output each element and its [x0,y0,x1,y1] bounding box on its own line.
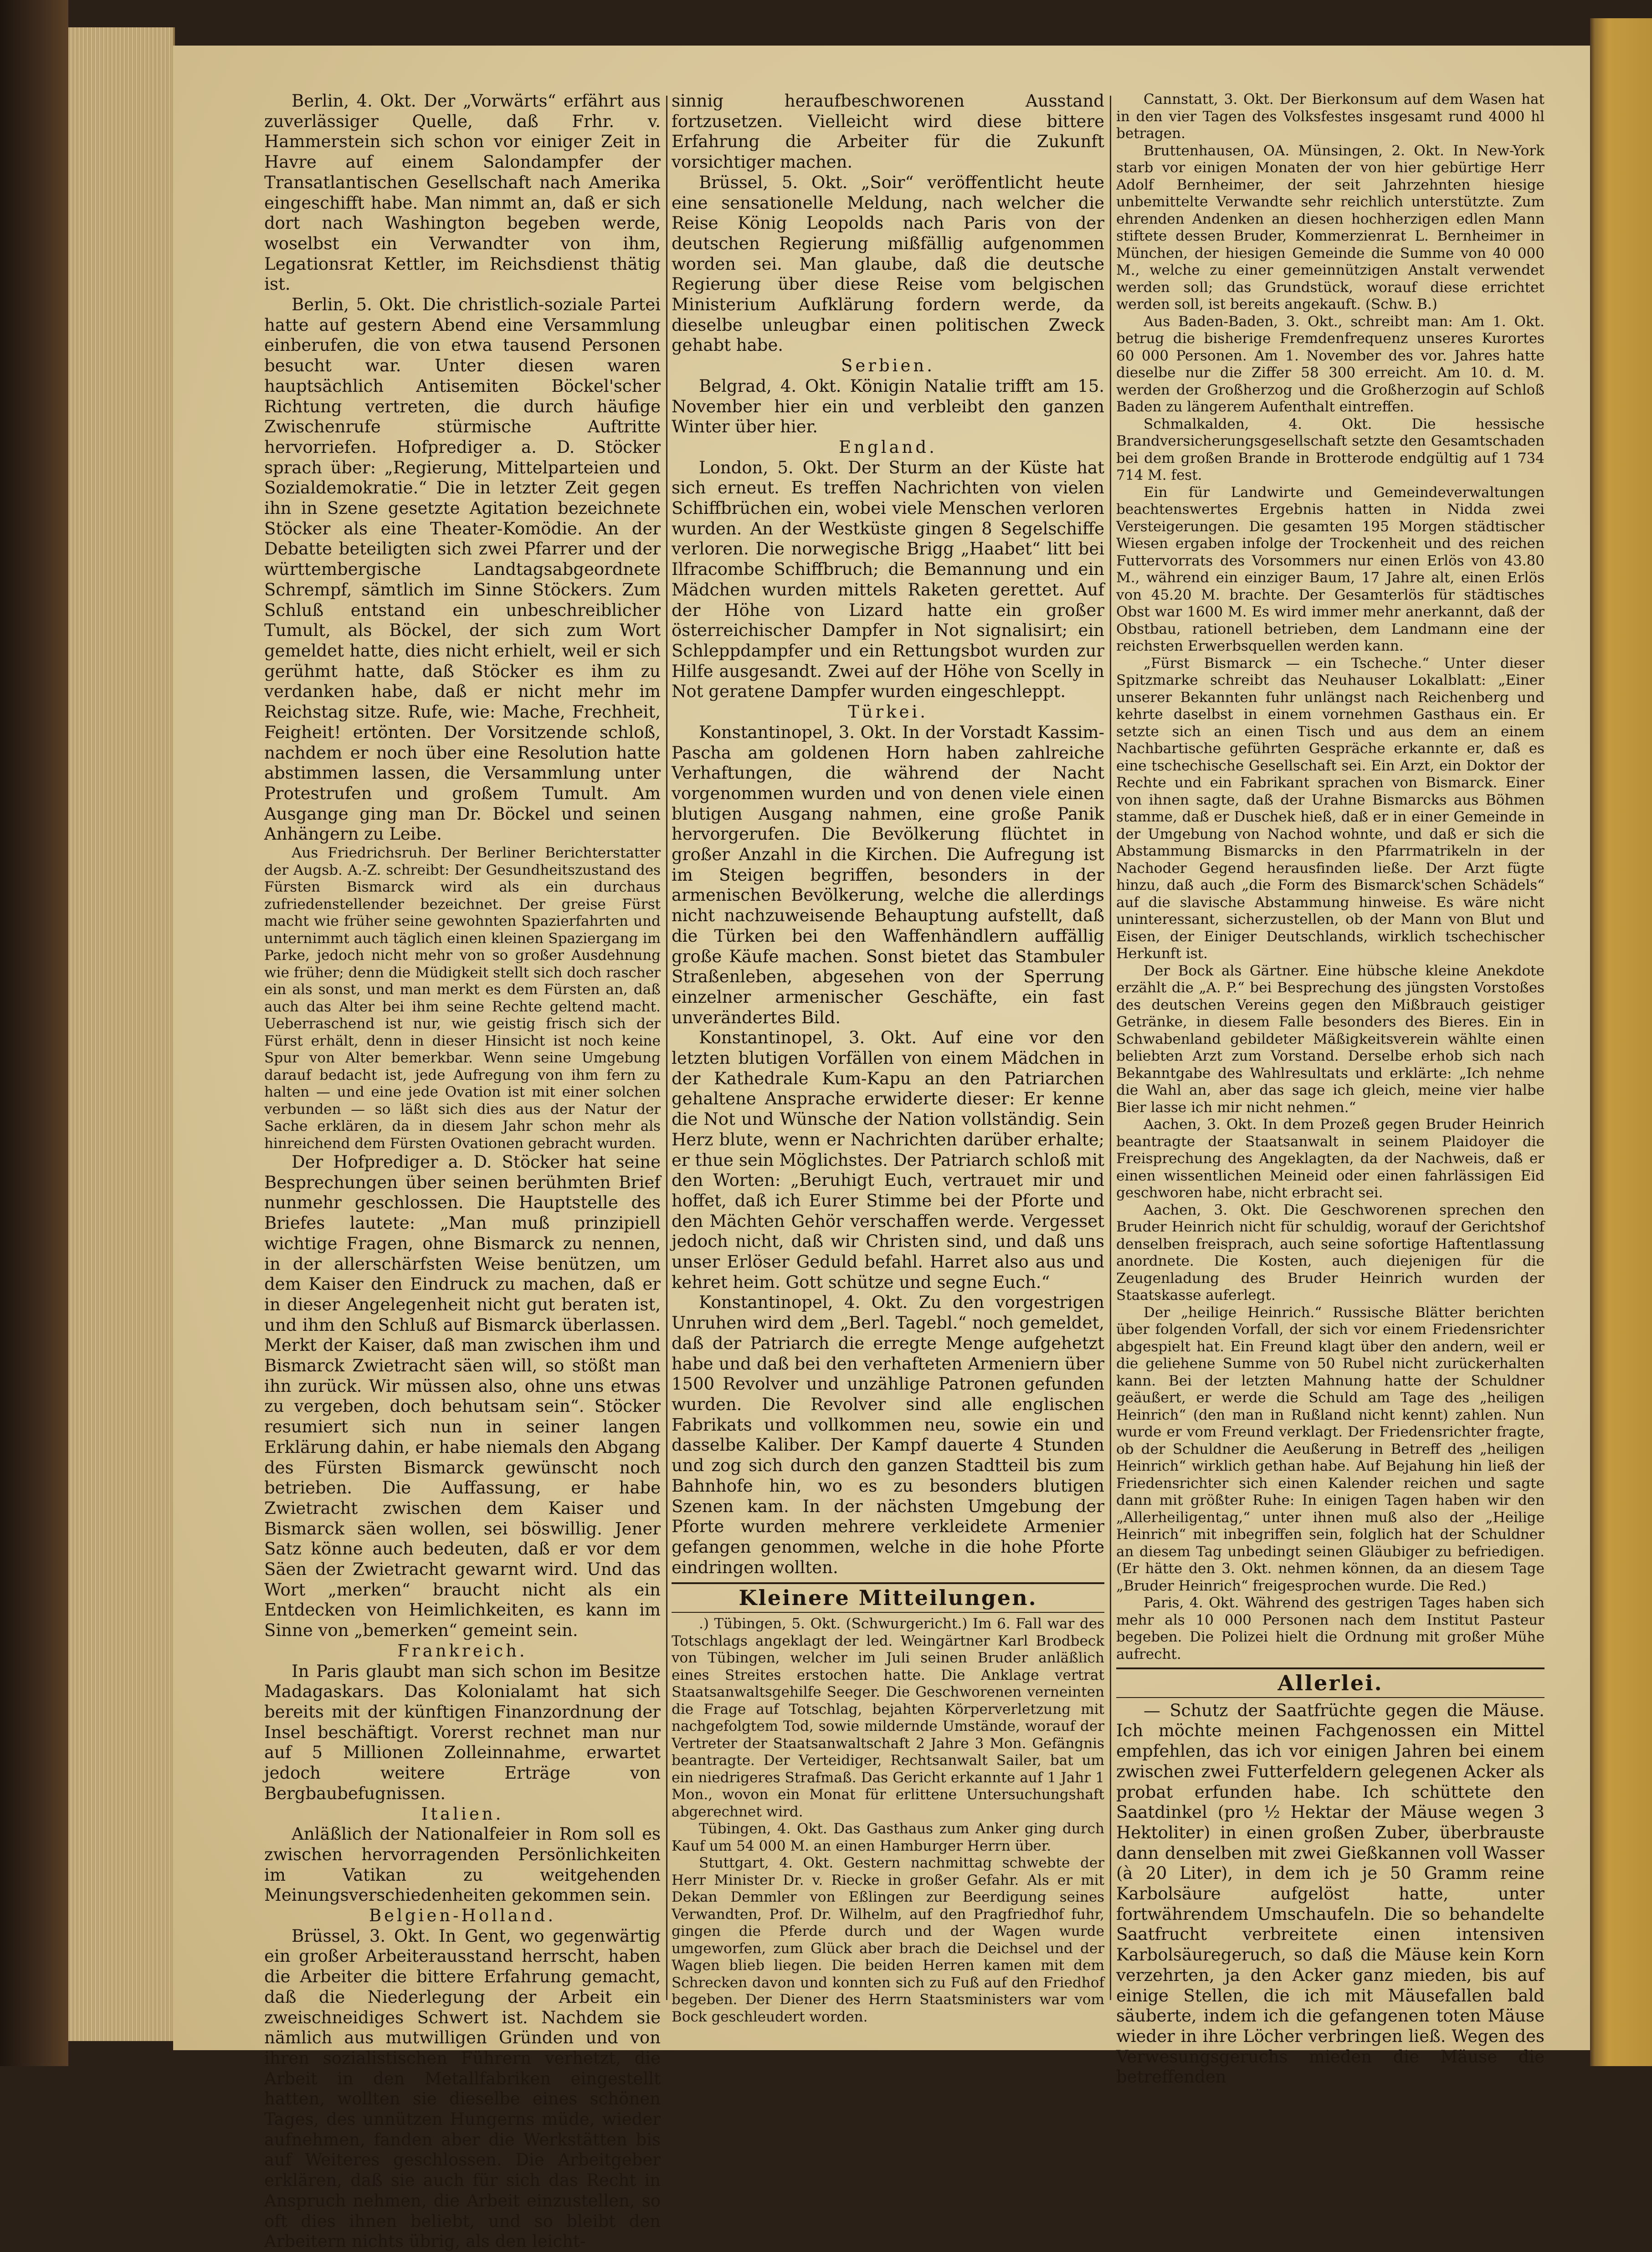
article-bruessel-cont: sinnig heraufbeschworenen Ausstand fortzusetzen. Vielleicht wird diese bittere Erfahrung die Arbeiter für die Zukunft vorsichtiger machen. [672,91,1104,172]
adjacent-page-edge [1590,18,1652,2066]
section-italien: Italien. [421,1804,504,1824]
article-bock-gaertner: Der Bock als Gärtner. Eine hübsche kleine Anekdote erzählt die „A. P.“ bei Besprechung des jüngsten Vorstoßes des deutschen Vereins gegen den Mißbrauch geistiger Getränke, in diesem Falle besonders des Bieres. Ein in Schwabenland gebildeter Mäßigkeitsverein wählte einen beliebten Arzt zum Vorstand. Derselbe erhob sich nach Bekanntgabe des Wahlresultats und erklärte: „Ich nehme die Wahl an, aber das sage ich gleich, meine vier halbe Bier lasse ich mir nicht nehmen.“ [1116,962,1544,1116]
section-kleinere-mitteilungen: Kleinere Mitteilungen. [672,1582,1104,1613]
column-3 [1116,91,1544,2088]
article-konstantinopel-2: Konstantinopel, 3. Okt. Auf eine vor den letzten blutigen Vorfällen von einem Mädchen in der Kathedrale Kum-Kapu an den Patriarchen gehaltene Ansprache erwiderte dieser: Er kenne die Not und Wünsche der Nation vollständig. Sein Herz blute, wenn er Nachrichten darüber erhalte; er thue sein Möglichstes. Der Patriarch schloß mit den Worten: „Beruhigt Euch, vertrauet mir und hoffet, daß ich Eurer Stimme bei der Pforte und den Mächten Gehör verschaffen werde. Vergesset jedoch nicht, daß wir Christen sind, und daß uns unser Erlöser Geduld befahl. Harret also aus und kehret heim. Gott schütze und segne Euch.“ [672,1028,1104,1292]
article-london: London, 5. Okt. Der Sturm an der Küste hat sich erneut. Es treffen Nachrichten von vielen Schiffbrüchen ein, wobei viele Menschen verloren wurden. An der Westküste gingen 8 Segelschiffe verloren. Die norwegische Brigg „Haabet“ litt bei Ilfracombe Schiffbruch; die Bemannung und ein Mädchen wurden mittels Raketen gerettet. Auf der Höhe von Lizard hatte ein großer österreichischer Dampfer in Not signalisirt; ein Schleppdampfer und ein Rettungsbot wurden zur Hilfe ausgesandt. Zwei auf der Höhe von Scelly in Not geratene Dampfer wurden eingeschleppt. [672,457,1104,702]
section-serbien: Serbien. [841,356,935,376]
article-bruessel-5: Brüssel, 5. Okt. „Soir“ veröffentlicht heute eine sensationelle Meldung, nach welcher die Reise König Leopolds nach Paris von der deutschen Regierung mißfällig aufgenommen worden sei. Man glaube, daß die deutsche Regierung über diese Reise vom belgischen Ministerium Aufklärung fordern werde, da dieselbe unleugbar einen politischen Zweck gehabt habe. [672,172,1104,355]
article-berlin-5: Berlin, 5. Okt. Die christlich-soziale Partei hatte auf gestern Abend eine Versammlung einberufen, die von etwa tausend Personen besucht war. Unter diesen waren hauptsächlich Antisemiten Böckel'scher Richtung vertreten, die durch häufige Zwischenrufe stürmische Auftritte hervorriefen. Hofprediger a. D. Stöcker sprach über: „Regierung, Mittelparteien und Sozialdemokratie.“ Die in letzter Zeit gegen ihn in Szene gesetzte Agitation bezeichnete Stöcker als eine Theater-Komödie. An der Debatte beteiligten sich zwei Pfarrer und der württembergische Landtagsabgeordnete Schrempf, sämtlich im Sinne Stöckers. Zum Schluß entstand ein unbeschreiblicher Tumult, als Böckel, der sich zum Wort gemeldet hatte, dies nicht erhielt, weil er sich gerühmt hatte, daß Stöcker es ihm zu verdanken habe, daß er nicht mehr im Reichstag sitze. Rufe, wie: Mache, Frechheit, Feigheit! ertönten. Der Vorsitzende schloß, nachdem er noch über eine Resolution hatte abstimmen lassen, die Versammlung unter Protestrufen und großem Tumult. Am Ausgange ging man Dr. Böckel und seinen Anhängern zu Leibe. [264,295,661,844]
article-stuttgart: Stuttgart, 4. Okt. Gestern nachmittag schwebte der Herr Minister Dr. v. Riecke in großer Gefahr. Als er mit Dekan Demmler von Eßlingen zur Beerdigung seines Verwandten, Prof. Dr. Wilhelm, auf den Pragfriedhof fuhr, gingen die Pferde durch und der Wagen wurde umgeworfen, zum Glück aber brach die Deichsel und der Wagen blieb liegen. Die beiden Herren kamen mit dem Schrecken davon und konnten sich zu Fuß auf den Friedhof begeben. Der Diener des Herrn Staatsministers war vom Bock geschleudert worden. [672,1855,1104,2025]
article-konstantinopel-3: Konstantinopel, 4. Okt. Zu den vorgestrigen Unruhen wird dem „Berl. Tagebl.“ noch gemeldet, daß der Patriarch die erregte Menge aufgehetzt habe und daß bei den verhafteten Armeniern über 1500 Revolver und unzählige Patronen gefunden wurden. Die Revolver sind alle englischen Fabrikats und vollkommen neu, sowie ein und dasselbe Kaliber. Der Kampf dauerte 4 Stunden und zog sich durch den ganzen Stadtteil bis zum Bahnhofe hin, wo es zu besonders blutigen Szenen kam. In der nächsten Umgebung der Pforte wurden mehrere verkleidete Armenier gefangen genommen, welche in die hohe Pforte eindringen wollten. [672,1293,1104,1577]
column-1 [264,91,661,2252]
article-berlin-4: Berlin, 4. Okt. Der „Vorwärts“ erfährt aus zuverlässiger Quelle, daß Frhr. v. Hammerstein sich schon vor einiger Zeit in Havre auf einem Salondampfer der Transatlantischen Gesellschaft nach Amerika eingeschifft habe. Man nimmt an, daß er sich dort nach Washington begeben werde, woselbst ein Verwandter von ihm, Legationsrat Kettler, im Reichsdienst thätig ist. [264,91,661,294]
article-bruessel-3: Brüssel, 3. Okt. In Gent, wo gegenwärtig ein großer Arbeiterausstand herrscht, haben die Arbeiter die bittere Erfahrung gemacht, daß die Niederlegung der Arbeit ein zweischneidiges Schwert ist. Nachdem sie nämlich aus mutwilligen Gründen und von ihren sozialistischen Führern verhetzt, die Arbeit in den Metallfabriken eingestellt hatten, wollten sie dieselbe eines schönen Tages, des unnützen Hungerns müde, wieder aufnehmen, fanden aber die Werkstätten bis auf Weiteres geschlossen. Die Arbeitgeber erklären, daß sie auch für sich das Recht in Anspruch nehmen, die Arbeit einzustellen, so oft dies ihnen beliebt, und so bleibt den Arbeitern nichts übrig, als den leicht- [264,1926,661,2252]
article-baden-baden: Aus Baden-Baden, 3. Okt., schreibt man: Am 1. Okt. betrug die bisherige Fremdenfrequenz unseres Kurortes 60 000 Personen. Am 1. November des vor. Jahres hatte dieselbe nur die Ziffer 58 300 erreicht. Am 10. d. M. werden der Großherzog und die Großherzogin auf Schloß Baden zu längerem Aufenthalt eintreffen. [1116,313,1544,415]
article-aachen-2: Aachen, 3. Okt. Die Geschworenen sprechen den Bruder Heinrich nicht für schuldig, worauf der Gerichtshof denselben freisprach, auch seine sofortige Haftentlassung anordnete. Die Kosten, auch diejenigen für die Zeugenladung des Bruder Heinrich wurden der Staatskasse auferlegt. [1116,1201,1544,1303]
article-konstantinopel-1: Konstantinopel, 3. Okt. In der Vorstadt Kassim-Pascha am goldenen Horn haben zahlreiche Verhaftungen, die während der Nacht vorgenommen wurden und von denen viele einen blutigen Ausgang nahmen, eine große Panik hervorgerufen. Die Bevölkerung flüchtet in großer Anzahl in die Kirchen. Die Aufregung ist im Steigen begriffen, besonders in der armenischen Bevölkerung, welche die allerdings nicht nachzuweisende Behauptung aufstellt, daß die Türken bei den Waffenhändlern auffällig große Käufe machen. Sonst bietet das Stambuler Straßenleben, abgesehen von der Sperrung einzelner armenischer Geschäfte, ein fast unverändertes Bild. [672,722,1104,1027]
article-bismarck-tscheche: „Fürst Bismarck — ein Tscheche.“ Unter dieser Spitzmarke schreibt das Neuhauser Lokalblatt: „Einer unserer Bekannten fuhr unlängst nach Reichenberg und kehrte daselbst in einem vornehmen Gasthaus ein. Er setzte sich an einen Tisch und aus dem an einem Nachbartische geführten Gespräche erkannte er, daß es eine tschechische Gesellschaft sei. Ein Arzt, ein Doktor der Rechte und ein Fabrikant sprachen von Bismarck. Einer von ihnen sagte, daß der Urahne Bismarcks aus Böhmen stamme, daß er Duschek hieß, daß er in einer Gemeinde in der Umgebung von Nachod wohnte, und daß er sich die Abstammung Bismarcks in den Pfarrmatrikeln in der Nachoder Gegend herausfinden ließe. Der Arzt fügte hinzu, daß auch „die Form des Bismarck'schen Schädels“ auf die slavische Abstammung hinweise. Es wäre nicht uninteressant, sicherzustellen, ob der Mann von Blut und Eisen, der Einiger Deutschlands, wirklich tschechischer Herkunft ist. [1116,655,1544,962]
article-tuebingen-4: Tübingen, 4. Okt. Das Gasthaus zum Anker ging durch Kauf um 54 000 M. an einen Hamburger Herrn über. [672,1821,1104,1854]
book-spine [0,0,68,2066]
article-rom: Anläßlich der Nationalfeier in Rom soll es zwischen hervorragenden Persönlichkeiten im Vatikan zu weitgehenden Meinungsverschiedenheiten gekommen sein. [264,1824,661,1905]
article-paris: In Paris glaubt man sich schon im Besitze Madagaskars. Das Kolonialamt hat sich bereits mit der künftigen Finanzordnung der Insel beschäftigt. Vorerst rechnet man nur auf 5 Millionen Zolleinnahme, erwartet jedoch weitere Erträge von Bergbaubefugnissen. [264,1661,661,1803]
section-belgien-holland: Belgien-Holland. [369,1906,556,1926]
article-aachen-1: Aachen, 3. Okt. In dem Prozeß gegen Bruder Heinrich beantragte der Staatsanwalt in seinem Plaidoyer die Freisprechung des Angeklagten, da der Nachweis, daß er einen wissentlichen Meineid oder einen fahrlässigen Eid geschworen habe, nicht erbracht sei. [1116,1116,1544,1201]
article-nidda: Ein für Landwirte und Gemeindeverwaltungen beachtenswertes Ergebnis hatten in Nidda zwei Versteigerungen. Die gesamten 195 Morgen städtischer Wiesen ergaben infolge der Trockenheit und des reichen Futtervorrats des Vorsommers nur einen Erlös von 43.80 M., während ein einziger Baum, 17 Jahre alt, einen Erlös von 45.20 M. brachte. Der Gesamterlös für städtisches Obst war 1600 M. Es wird immer mehr anerkannt, daß der Obstbau, rationell betrieben, dem Landmann eine der reichsten Erwerbsquellen werden kann. [1116,484,1544,654]
section-frankreich: Frankreich. [397,1641,528,1661]
article-paris-pasteur: Paris, 4. Okt. Während des gestrigen Tages haben sich mehr als 10 000 Personen nach dem Institut Pasteur begeben. Die Polizei hielt die Ordnung mit großer Mühe aufrecht. [1116,1595,1544,1662]
article-bruttenhausen: Bruttenhausen, OA. Münsingen, 2. Okt. In New-York starb vor einigen Monaten der von hier gebürtige Herr Adolf Bernheimer, der seit Jahrzehnten hiesige unbemittelte Verwandte sehr reichlich unterstützte. Zum ehrenden Andenken an diesen hochherzigen edlen Mann stiftete dessen Bruder, Kommerzienrat L. Bernheimer in München, der hiesigen Gemeinde die Summe von 40 000 M., welche zu einer gemeinnützigen Anstalt verwendet werden soll; das Grundstück, worauf diese errichtet werden soll, ist bereits angekauft. (Schw. B.) [1116,142,1544,313]
column-2 [672,91,1104,2026]
article-tuebingen-5: .) Tübingen, 5. Okt. (Schwurgericht.) Im 6. Fall war des Totschlags angeklagt der led. Weingärtner Karl Brodbeck von Tübingen, welcher im Juli seinen Bruder anläßlich eines Streites erstochen hatte. Die Anklage vertrat Staatsanwaltsgehilfe Seeger. Die Geschworenen verneinten die Frage auf Totschlag, bejahten Körperverletzung mit nachgefolgtem Tod, sowie mildernde Umstände, worauf der Vertreter der Staatsanwaltschaft 2 Jahre 3 Mon. Gefängnis beantragte. Der Verteidiger, Rechtsanwalt Sailer, bat um ein niedrigeres Strafmaß. Das Gericht erkannte auf 1 Jahr 1 Mon., wovon ein Monat für erlittene Untersuchungshaft abgerechnet wird. [672,1616,1104,1820]
article-stoecker: Der Hofprediger a. D. Stöcker hat seine Besprechungen über seinen berühmten Brief nunmehr geschlossen. Die Hauptstelle des Briefes lautete: „Man muß prinzipiell wichtige Fragen, ohne Bismarck zu nennen, in der allerschärfsten Weise benützen, um dem Kaiser den Eindruck zu machen, daß er in dieser Angelegenheit nicht gut beraten ist, und ihm den Schluß auf Bismarck überlassen. Merkt der Kaiser, daß man zwischen ihm und Bismarck Zwietracht säen will, so stößt man ihn zurück. Wir müssen also, ohne uns etwas zu vergeben, doch behutsam sein“. Stöcker resumiert sich nun in seiner langen Erklärung dahin, er habe niemals den Abgang des Fürsten Bismarck gewünscht noch betrieben. Die Auffassung, er habe Zwietracht zwischen dem Kaiser und Bismarck säen wollen, sei böswillig. Jener Satz könne auch bedeuten, daß er vor dem Säen der Zwietracht gewarnt wird. Und das Wort „merken“ braucht nicht als ein Entdecken von Heimlichkeiten, es kann im Sinne von „bemerken“ gemeint sein. [264,1152,661,1641]
section-allerlei: Allerlei. [1116,1667,1544,1698]
page-edges [68,27,175,2041]
article-schutz-saatfruechte: — Schutz der Saatfrüchte gegen die Mäuse. Ich möchte meinen Fachgenossen ein Mittel empfehlen, das ich vor einigen Jahren bei einem zwischen zwei Futterfeldern gelegenen Acker als probat erfunden habe. Ich schüttete den Saatdinkel (pro ½ Hektar der Mäuse wegen 3 Hektoliter) in einen großen Zuber, überbrauste dann denselben mit zwei Gießkannen voll Wasser (à 20 Liter), in dem ich je 50 Gramm reine Karbolsäure aufgelöst hatte, unter fortwährendem Umschaufeln. Die so behandelte Saatfrucht verbreitete einen intensiven Karbolsäuregeruch, so daß die Mäuse kein Korn verzehrten, ja den Acker ganz mieden, bis auf einige Stellen, die ich mit Mäusefallen bald säuberte, indem ich die gefangenen toten Mäuse wieder in ihre Löcher verbringen ließ. Wegen des Verwesungsgeruchs mieden die Mäuse die betreffenden [1116,1700,1544,2087]
section-tuerkei: Türkei. [847,702,929,722]
article-friedrichsruh: Aus Friedrichsruh. Der Berliner Berichterstatter der Augsb. A.-Z. schreibt: Der Gesundheitszustand des Fürsten Bismarck wird als ein durchaus zufriedenstellender bezeichnet. Der greise Fürst macht wie früher seine gewohnten Spazierfahrten und unternimmt auch täglich einen kleinen Spaziergang im Parke, jedoch nicht mehr von so großer Ausdehnung wie früher; denn die Müdigkeit stellt sich doch rascher ein als sonst, und man merkt es dem Fürsten an, daß auch das Alter bei ihm seine Rechte geltend macht. Ueberraschend ist nur, wie geistig frisch sich der Fürst erhält, denn in dieser Hinsicht ist noch keine Spur von Alter bemerkbar. Wenn seine Umgebung darauf bedacht ist, jede Aufregung von ihm fern zu halten — und eine jede Ovation ist mit einer solchen verbunden — so läßt sich dies aus der Natur der Sache erklären, da in diesem Jahr schon mehr als hinreichend dem Fürsten Ovationen gebracht wurden. [264,845,661,1152]
article-belgrad: Belgrad, 4. Okt. Königin Natalie trifft am 15. November hier ein und verbleibt den ganzen Winter über hier. [672,376,1104,437]
section-england: England. [839,437,937,457]
column-rule [666,96,667,2000]
article-heiliger-heinrich: Der „heilige Heinrich.“ Russische Blätter berichten über folgenden Vorfall, der sich vor einem Friedensrichter abgespielt hat. Ein Freund klagt über den andern, weil er die geliehene Summe von 50 Rubel nicht zurückerhalten kann. Bei der letzten Mahnung hatte der Schuldner geäußert, er werde die Schuld am Tage des „heiligen Heinrich“ (den man in Rußland nicht kennt) zahlen. Nun wurde er vom Freund verklagt. Der Friedensrichter fragte, ob der Schuldner die Aeußerung in Betreff des „heiligen Heinrich“ wirklich gethan habe. Auf Bejahung hin ließ der Friedensrichter sich einen Kalender reichen und sagte dann mit größter Ruhe: In einigen Tagen haben wir den „Allerheiligentag,“ unter ihnen muß also der „Heilige Heinrich“ mit inbegriffen sein, folglich hat der Schuldner an diesem Tag unbedingt seinen Gläubiger zu befriedigen. (Er hätte den 3. Okt. nehmen können, da an diesem Tage „Bruder Heinrich“ freigesprochen wurde. Die Red.) [1116,1304,1544,1594]
article-schmalkalden: Schmalkalden, 4. Okt. Die hessische Brandversicherungsgesellschaft setzte den Gesamtschaden bei dem großen Brande in Brotterode endgültig auf 1 734 714 M. fest. [1116,416,1544,483]
article-cannstatt: Cannstatt, 3. Okt. Der Bierkonsum auf dem Wasen hat in den vier Tagen des Volksfestes insgesamt rund 4000 hl betragen. [1116,91,1544,142]
column-rule [1110,96,1111,2000]
